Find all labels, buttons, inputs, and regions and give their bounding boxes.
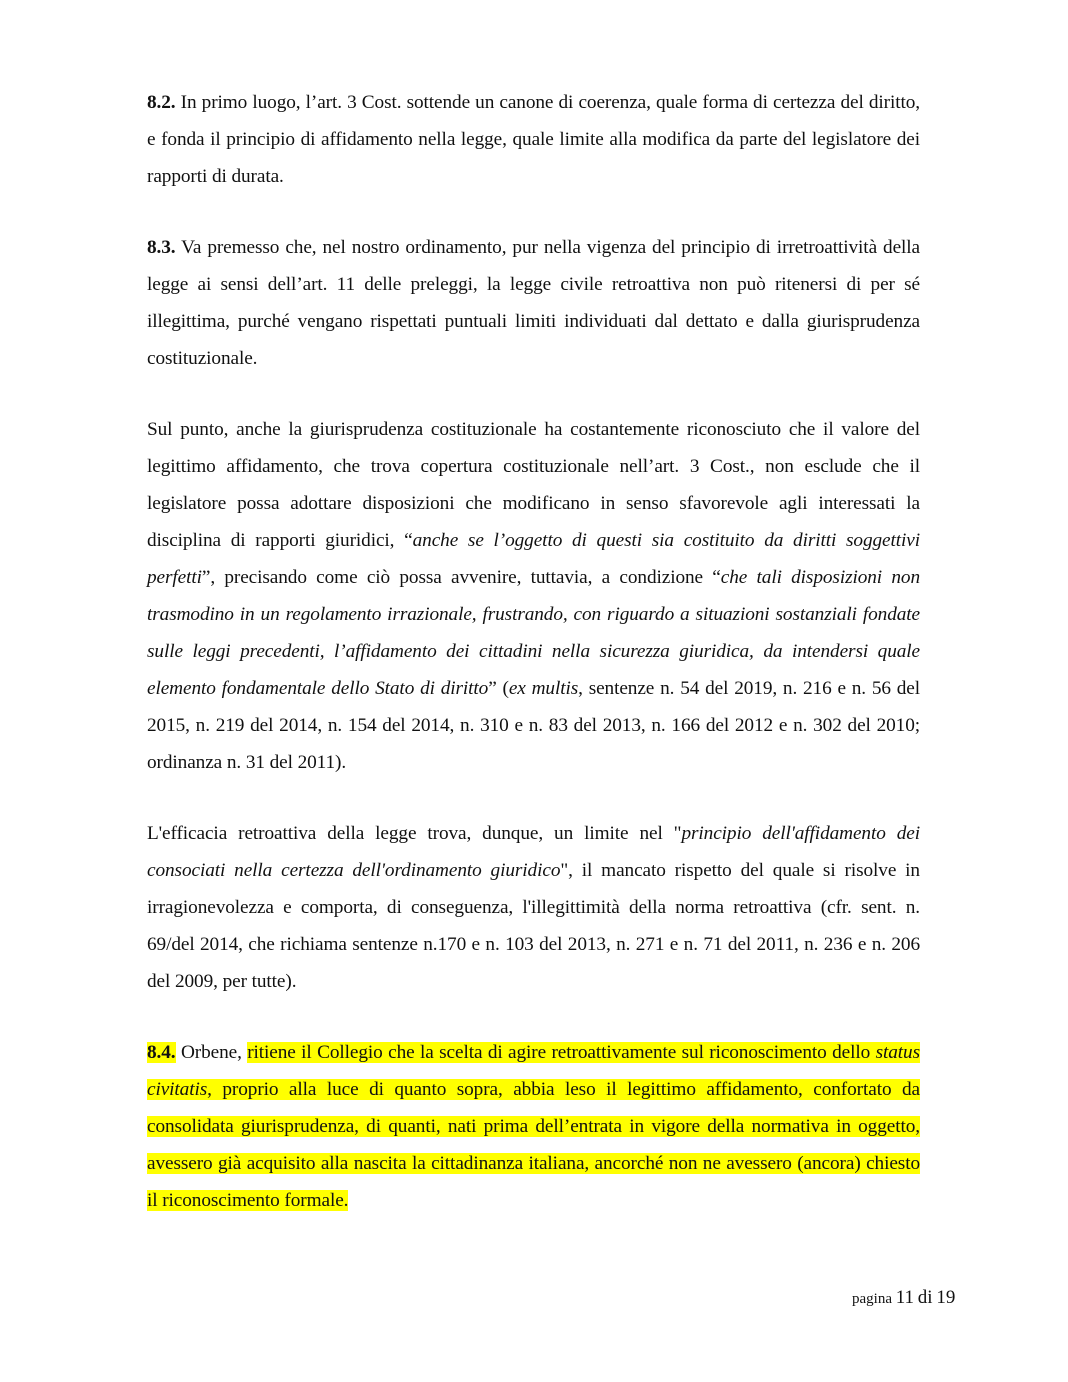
page-number-footer: [852, 1287, 955, 1309]
document-page: [147, 84, 920, 1219]
paragraph-retroactive-efficacy: [147, 815, 920, 1000]
paragraph-text: Sul punto, anche la giurisprudenza costituzionale ha costantemente riconosciuto che il valore del legittimo affidamento, che trova copertura costituzionale nell’art. 3 Cost., non esclude che il legislatore possa adottare disposizioni che modificano in senso sfavorevole agli interessati la disciplina di rapporti giuridici, “: [147, 419, 920, 551]
paragraph-8-3: [147, 229, 920, 377]
latin-phrase: ex multis: [508, 678, 579, 699]
paragraph-jurisprudence: [147, 411, 920, 781]
paragraph-text: L'efficacia retroattiva della legge trova, dunque, un limite nel ": [147, 823, 682, 844]
current-page: 11: [895, 1287, 915, 1308]
paragraph-text: , sentenze n. 54 del 2019, n. 216 e n. 56 del 2015, n. 219 del 2014, n. 154 del 2014, n. 310 e n. 83 del 2013, n. 166 del 2012 e n. 302 del 2010; ordinanza n. 31 del 2011).: [147, 678, 921, 773]
paragraph-text: ”, precisando come ciò possa avvenire, tuttavia, a condizione “: [201, 567, 721, 588]
paragraph-text: Va premesso che, nel nostro ordinamento, pur nella vigenza del principio di irretroattività della legge ai sensi dell’art. 11 delle preleggi, la legge civile retroattiva non può ritenersi di per sé illegittima, purché vengano rispettati puntuali limiti individuati dal dettato e dalla giurisprudenza costituzionale.: [147, 237, 920, 369]
highlighted-text: ritiene il Collegio che la scelta di agire retroattivamente sul riconoscimento dello: [247, 1042, 876, 1063]
paragraph-text: Orbene,: [175, 1042, 248, 1063]
quoted-text: anche se l’oggetto di questi sia costituito da diritti soggettivi perfetti: [147, 530, 920, 588]
paragraph-text: ", il mancato rispetto del quale si risolve in irragionevolezza e comporta, di conseguenza, l'illegittimità della norma retroattiva (cfr. sent. n. 69/del 2014, che richiama sentenze n.170 e n. 103 del 2013, n. 271 e n. 71 del 2011, n. 236 e n. 206 del 2009, per tutte).: [147, 860, 920, 992]
quoted-text: principio dell'affidamento dei consociati nella certezza dell'ordinamento giuridico: [147, 823, 920, 881]
quoted-text: che tali disposizioni non trasmodino in un regolamento irrazionale, frustrando, con riguardo a situazioni sostanziali fondate sulle leggi precedenti, l’affidamento dei cittadini nella sicurezza giuridica, da intendersi quale elemento fondamentale dello Stato di diritto: [147, 567, 920, 699]
page-of: di: [917, 1287, 933, 1308]
section-number-highlighted: 8.4.: [147, 1042, 176, 1063]
paragraph-text: ” (: [488, 678, 509, 699]
section-number: 8.3.: [147, 237, 176, 258]
paragraph-8-2: [147, 84, 920, 195]
highlighted-text: , proprio alla luce di quanto sopra, abbia leso il legittimo affidamento, confortato da consolidata giurisprudenza, di quanti, nati prima dell’entrata in vigore della normativa in oggetto, avessero già acquisito alla nascita la cittadinanza italiana, ancorché non ne avessero (ancora) chiesto il riconoscimento formale.: [147, 1079, 920, 1211]
total-pages: 19: [936, 1287, 956, 1308]
paragraph-text: In primo luogo, l’art. 3 Cost. sottende un canone di coerenza, quale forma di certezza del diritto, e fonda il principio di affidamento nella legge, quale limite alla modifica da parte del legislatore dei rapporti di durata.: [147, 92, 920, 187]
page-label: pagina: [852, 1291, 892, 1307]
section-number: 8.2.: [147, 92, 176, 113]
highlighted-latin-phrase: status civitatis: [147, 1042, 920, 1100]
paragraph-8-4: [147, 1034, 920, 1219]
